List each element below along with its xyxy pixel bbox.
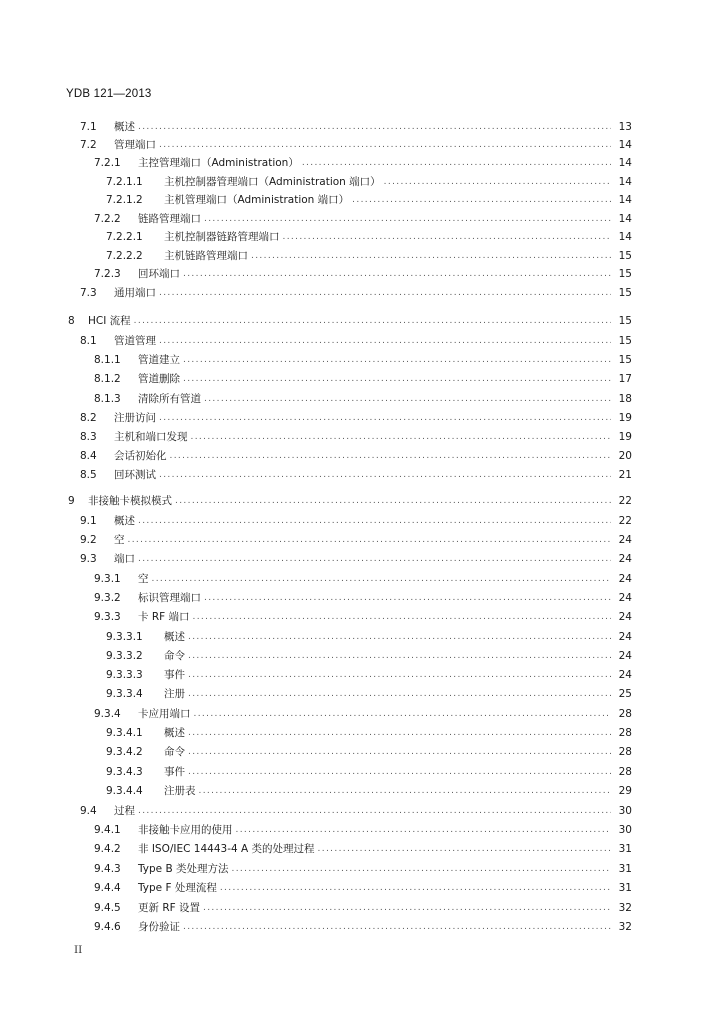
- toc-entry-title: HCI 流程: [88, 315, 131, 327]
- toc-entry-title: 注册: [164, 688, 185, 700]
- toc-entry-number: 8.3: [80, 431, 97, 443]
- toc-dot-leader: [188, 724, 611, 742]
- toc-entry[interactable]: [94, 879, 632, 897]
- toc-entry[interactable]: [94, 589, 632, 607]
- toc-dot-leader: [183, 265, 611, 283]
- toc-entry-title: 会话初始化: [114, 450, 167, 462]
- toc-entry-number: 9.3.4.3: [106, 766, 143, 778]
- toc-entry-number: 7.2.3: [94, 268, 121, 280]
- toc-entry-title: 卡 RF 端口: [138, 611, 190, 623]
- toc-dot-leader: [204, 390, 611, 408]
- toc-entry-page: 24: [618, 650, 632, 662]
- toc-entry-page: 24: [618, 631, 632, 643]
- toc-entry-title: 主机和端口发现: [114, 431, 188, 443]
- toc-dot-leader: [128, 531, 612, 549]
- toc-entry-title: 身份验证: [138, 921, 180, 933]
- toc-entry-title: 管理端口: [114, 139, 156, 151]
- toc-dot-leader: [159, 332, 611, 350]
- toc-entry-title: 命令: [164, 746, 185, 758]
- toc-entry-number: 9.4: [80, 805, 97, 817]
- toc-entry-title: 空: [138, 573, 149, 585]
- toc-entry[interactable]: [80, 409, 632, 427]
- document-code: YDB 121—2013: [66, 88, 152, 100]
- toc-dot-leader: [251, 247, 611, 265]
- toc-entry-title: 管道建立: [138, 354, 180, 366]
- toc-dot-leader: [318, 840, 611, 858]
- toc-entry-number: 9.4.6: [94, 921, 121, 933]
- toc-dot-leader: [191, 428, 612, 446]
- toc-entry-page: 14: [618, 213, 632, 225]
- toc-entry[interactable]: [80, 428, 632, 446]
- toc-dot-leader: [236, 821, 612, 839]
- toc-entry[interactable]: [106, 782, 632, 800]
- toc-entry-title: 主控管理端口（Administration）: [138, 157, 299, 169]
- toc-entry-page: 19: [618, 412, 632, 424]
- toc-dot-leader: [283, 228, 612, 246]
- toc-entry[interactable]: [106, 247, 632, 265]
- toc-entry-number: 9.3.4: [94, 708, 121, 720]
- toc-entry-title: 概述: [164, 631, 185, 643]
- toc-entry-page: 24: [618, 592, 632, 604]
- toc-entry-number: 7.1: [80, 121, 97, 133]
- toc-entry-title: 主机链路管理端口: [164, 250, 248, 262]
- toc-dot-leader: [134, 312, 611, 330]
- toc-dot-leader: [183, 918, 611, 936]
- toc-entry-page: 22: [618, 495, 632, 507]
- toc-entry-title: 清除所有管道: [138, 393, 201, 405]
- toc-entry-title: 空: [114, 534, 125, 546]
- toc-dot-leader: [352, 191, 611, 209]
- toc-entry-page: 32: [618, 902, 632, 914]
- toc-entry-number: 9.3.3.3: [106, 669, 143, 681]
- toc-entry-number: 9.4.5: [94, 902, 121, 914]
- toc-entry-page: 15: [618, 335, 632, 347]
- toc-entry-title: 回环端口: [138, 268, 180, 280]
- toc-entry-page: 18: [618, 393, 632, 405]
- toc-entry-number: 9.1: [80, 515, 97, 527]
- toc-entry-page: 14: [618, 176, 632, 188]
- toc-entry-page: 14: [618, 231, 632, 243]
- toc-entry[interactable]: [80, 118, 632, 136]
- toc-entry-title: 非接触卡模拟模式: [88, 495, 172, 507]
- toc-entry-page: 15: [618, 287, 632, 299]
- toc-entry[interactable]: [94, 899, 632, 917]
- toc-entry-number: 7.2.1.1: [106, 176, 143, 188]
- toc-dot-leader: [188, 685, 611, 703]
- toc-entry-page: 32: [618, 921, 632, 933]
- toc-entry[interactable]: [80, 802, 632, 820]
- toc-entry-title: 事件: [164, 766, 185, 778]
- toc-entry-page: 24: [618, 669, 632, 681]
- toc-dot-leader: [199, 782, 612, 800]
- toc-entry-number: 9.4.4: [94, 882, 121, 894]
- toc-entry-number: 7.2.2: [94, 213, 121, 225]
- toc-entry-page: 15: [618, 268, 632, 280]
- toc-dot-leader: [159, 136, 611, 154]
- toc-entry[interactable]: [94, 705, 632, 723]
- toc-entry-number: 9.3.2: [94, 592, 121, 604]
- toc-entry-number: 7.3: [80, 287, 97, 299]
- toc-dot-leader: [188, 743, 611, 761]
- toc-entry-title: 管道删除: [138, 373, 180, 385]
- toc-entry[interactable]: [94, 370, 632, 388]
- toc-entry-title: 非 ISO/IEC 14443-4 A 类的处理过程: [138, 843, 315, 855]
- toc-entry[interactable]: [94, 918, 632, 936]
- toc-entry-number: 9.3.3.1: [106, 631, 143, 643]
- toc-entry-title: 端口: [114, 553, 135, 565]
- toc-entry[interactable]: [106, 743, 632, 761]
- toc-entry-title: 链路管理端口: [138, 213, 201, 225]
- toc-entry[interactable]: [80, 447, 632, 465]
- toc-entry-number: 8: [68, 315, 75, 327]
- toc-entry-number: 9.3.4.4: [106, 785, 143, 797]
- toc-entry-page: 28: [618, 727, 632, 739]
- toc-entry-title: 概述: [114, 121, 135, 133]
- toc-entry-number: 9.4.3: [94, 863, 121, 875]
- toc-entry-number: 8.1.3: [94, 393, 121, 405]
- toc-entry-number: 9.3.1: [94, 573, 121, 585]
- toc-dot-leader: [232, 860, 612, 878]
- toc-entry-title: 主机控制器链路管理端口: [164, 231, 280, 243]
- toc-dot-leader: [138, 802, 611, 820]
- toc-entry-page: 25: [618, 688, 632, 700]
- toc-entry[interactable]: [106, 173, 632, 191]
- toc-entry-title: 主机控制器管理端口（Administration 端口）: [164, 176, 381, 188]
- toc-entry-number: 8.5: [80, 469, 97, 481]
- toc-entry-number: 7.2: [80, 139, 97, 151]
- toc-entry-title: 非接触卡应用的使用: [138, 824, 233, 836]
- toc-entry-page: 17: [618, 373, 632, 385]
- toc-entry-title: 事件: [164, 669, 185, 681]
- toc-entry[interactable]: [80, 531, 632, 549]
- toc-entry[interactable]: [106, 763, 632, 781]
- toc-entry-number: 9.3: [80, 553, 97, 565]
- toc-dot-leader: [204, 210, 611, 228]
- toc-entry-number: 9.3.4.1: [106, 727, 143, 739]
- toc-dot-leader: [183, 351, 611, 369]
- toc-entry-title: 通用端口: [114, 287, 156, 299]
- toc-entry-title: 主机管理端口（Administration 端口）: [164, 194, 350, 206]
- toc-entry-page: 24: [618, 611, 632, 623]
- toc-entry-title: 管道管理: [114, 335, 156, 347]
- toc-entry[interactable]: [94, 821, 632, 839]
- toc-dot-leader: [175, 492, 611, 510]
- toc-entry-page: 28: [618, 708, 632, 720]
- toc-entry-page: 14: [618, 157, 632, 169]
- toc-dot-leader: [193, 608, 611, 626]
- toc-entry[interactable]: [80, 512, 632, 530]
- toc-entry-number: 7.2.1.2: [106, 194, 143, 206]
- toc-entry-number: 8.2: [80, 412, 97, 424]
- toc-entry[interactable]: [106, 685, 632, 703]
- toc-entry-title: 概述: [164, 727, 185, 739]
- toc-entry[interactable]: [80, 550, 632, 568]
- toc-entry[interactable]: [94, 210, 632, 228]
- toc-dot-leader: [188, 647, 611, 665]
- toc-entry[interactable]: [106, 666, 632, 684]
- toc-entry[interactable]: [94, 860, 632, 878]
- toc-entry[interactable]: [80, 136, 632, 154]
- toc-entry-title: Type B 类处理方法: [138, 863, 229, 875]
- toc-entry-number: 8.1.1: [94, 354, 121, 366]
- toc-entry-page: 15: [618, 354, 632, 366]
- toc-entry[interactable]: [106, 191, 632, 209]
- toc-entry-page: 20: [618, 450, 632, 462]
- toc-dot-leader: [138, 512, 611, 530]
- toc-entry-page: 13: [618, 121, 632, 133]
- toc-entry-page: 29: [618, 785, 632, 797]
- toc-dot-leader: [194, 705, 612, 723]
- toc-dot-leader: [220, 879, 611, 897]
- toc-entry-page: 14: [618, 139, 632, 151]
- toc-entry[interactable]: [68, 312, 632, 330]
- toc-entry-number: 9.3.3.4: [106, 688, 143, 700]
- toc-entry[interactable]: [106, 628, 632, 646]
- toc-entry[interactable]: [106, 228, 632, 246]
- toc-entry[interactable]: [94, 390, 632, 408]
- toc-dot-leader: [188, 628, 611, 646]
- toc-entry[interactable]: [94, 265, 632, 283]
- toc-entry[interactable]: [106, 724, 632, 742]
- toc-entry[interactable]: [94, 570, 632, 588]
- toc-entry-number: 7.2.2.1: [106, 231, 143, 243]
- toc-entry-title: 更新 RF 设置: [138, 902, 201, 914]
- toc-dot-leader: [188, 666, 611, 684]
- toc-entry-number: 8.1: [80, 335, 97, 347]
- toc-entry[interactable]: [80, 466, 632, 484]
- toc-dot-leader: [170, 447, 612, 465]
- toc-entry-page: 28: [618, 766, 632, 778]
- toc-entry-number: 9: [68, 495, 75, 507]
- toc-entry[interactable]: [94, 608, 632, 626]
- toc-dot-leader: [204, 589, 611, 607]
- toc-entry-page: 30: [618, 824, 632, 836]
- toc-dot-leader: [384, 173, 611, 191]
- toc-entry-page: 15: [618, 250, 632, 262]
- toc-entry-page: 30: [618, 805, 632, 817]
- toc-entry-page: 15: [618, 315, 632, 327]
- toc-entry[interactable]: [80, 284, 632, 302]
- toc-entry-number: 9.4.1: [94, 824, 121, 836]
- toc-entry-number: 8.1.2: [94, 373, 121, 385]
- toc-dot-leader: [302, 154, 611, 172]
- toc-entry[interactable]: [94, 840, 632, 858]
- toc-dot-leader: [152, 570, 612, 588]
- toc-entry-title: Type F 处理流程: [138, 882, 217, 894]
- toc-entry-number: 9.2: [80, 534, 97, 546]
- toc-entry-page: 24: [618, 553, 632, 565]
- toc-entry-page: 24: [618, 534, 632, 546]
- toc-entry[interactable]: [94, 154, 632, 172]
- toc-entry-title: 回环测试: [114, 469, 156, 481]
- toc-entry-number: 9.4.2: [94, 843, 121, 855]
- toc-entry-title: 标识管理端口: [138, 592, 201, 604]
- toc-entry-page: 21: [618, 469, 632, 481]
- toc-entry-title: 注册访问: [114, 412, 156, 424]
- toc-entry[interactable]: [68, 492, 632, 510]
- toc-entry-page: 28: [618, 746, 632, 758]
- toc-entry-title: 命令: [164, 650, 185, 662]
- toc-entry[interactable]: [94, 351, 632, 369]
- toc-entry-title: 过程: [114, 805, 135, 817]
- toc-entry-page: 22: [618, 515, 632, 527]
- toc-entry-number: 7.2.1: [94, 157, 121, 169]
- toc-entry-number: 7.2.2.2: [106, 250, 143, 262]
- toc-dot-leader: [203, 899, 611, 917]
- toc-entry-number: 8.4: [80, 450, 97, 462]
- toc-entry-page: 31: [618, 882, 632, 894]
- toc-dot-leader: [159, 284, 611, 302]
- toc-entry-page: 14: [618, 194, 632, 206]
- toc-entry-title: 注册表: [164, 785, 196, 797]
- toc-entry-number: 9.3.4.2: [106, 746, 143, 758]
- toc-entry-page: 31: [618, 843, 632, 855]
- toc-entry-title: 概述: [114, 515, 135, 527]
- toc-dot-leader: [159, 466, 611, 484]
- toc-entry-number: 9.3.3: [94, 611, 121, 623]
- page-number: II: [74, 944, 83, 956]
- toc-entry[interactable]: [80, 332, 632, 350]
- toc-entry-title: 卡应用端口: [138, 708, 191, 720]
- toc-dot-leader: [138, 118, 611, 136]
- toc-dot-leader: [188, 763, 611, 781]
- toc-dot-leader: [138, 550, 611, 568]
- toc-entry[interactable]: [106, 647, 632, 665]
- toc-entry-page: 31: [618, 863, 632, 875]
- toc-dot-leader: [159, 409, 611, 427]
- toc-entry-page: 24: [618, 573, 632, 585]
- toc-entry-number: 9.3.3.2: [106, 650, 143, 662]
- toc-entry-page: 19: [618, 431, 632, 443]
- toc-dot-leader: [183, 370, 611, 388]
